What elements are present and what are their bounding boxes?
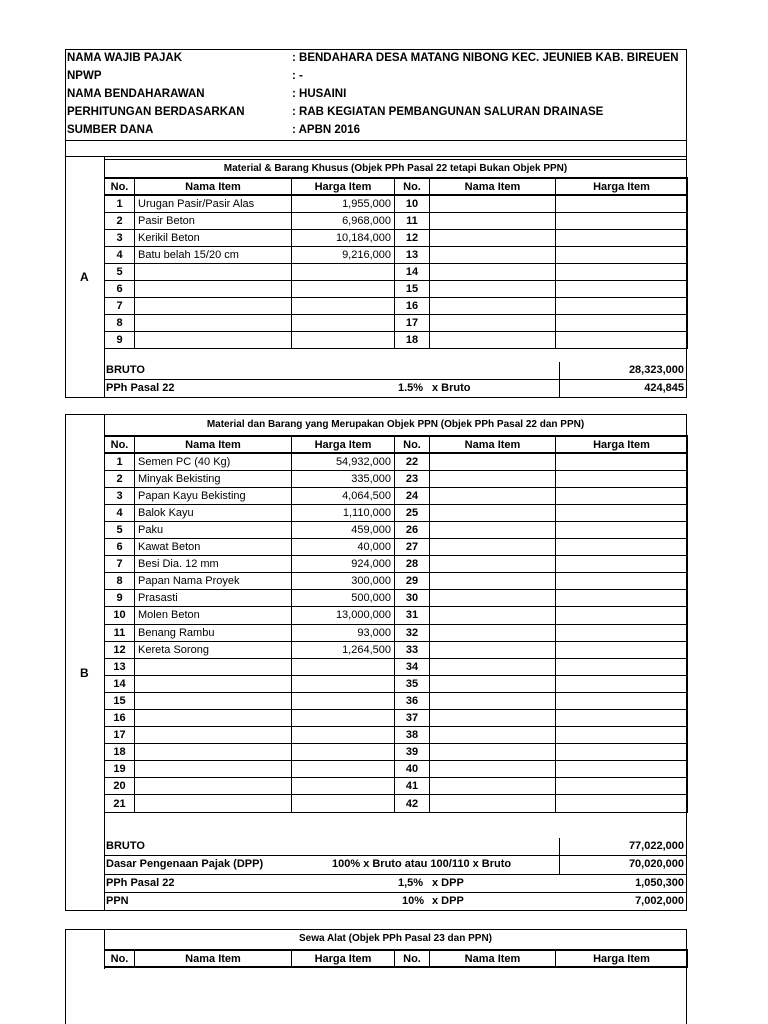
table-row (105, 539, 688, 556)
row-price (556, 692, 688, 709)
table-row (105, 212, 688, 229)
row-no: 28 (395, 556, 430, 573)
row-no: 21 (105, 795, 135, 812)
table-row (105, 692, 688, 709)
row-no: 11 (105, 624, 135, 641)
row-item (135, 675, 292, 692)
row-price (556, 263, 688, 280)
row-no: 7 (105, 298, 135, 315)
col-price-header: Harga Item (292, 178, 395, 195)
header-value: : HUSAINI (292, 88, 347, 100)
row-no: 2 (105, 470, 135, 487)
table-row (105, 761, 688, 778)
table-row (105, 195, 688, 212)
row-no: 42 (395, 795, 430, 812)
row-price (292, 727, 395, 744)
row-price (556, 539, 688, 556)
row-price: 4,064,500 (292, 487, 395, 504)
table-row (105, 487, 688, 504)
row-no: 5 (105, 263, 135, 280)
row-price (556, 710, 688, 727)
row-item (430, 761, 556, 778)
row-no: 16 (105, 710, 135, 727)
col-price-header: Harga Item (292, 950, 395, 967)
row-price (556, 607, 688, 624)
section-a-pph-rate: 1.5% (398, 382, 424, 394)
row-no: 5 (105, 521, 135, 538)
row-item: Balok Kayu (135, 504, 292, 521)
table-header-row (105, 950, 688, 967)
section-b-title: Material dan Barang yang Merupakan Objek PPN (Objek PPh Pasal 22 dan PPN) (206, 419, 585, 430)
row-price (292, 263, 395, 280)
row-price: 10,184,000 (292, 229, 395, 246)
header-label: NPWP (67, 70, 102, 82)
row-price (292, 675, 395, 692)
header-value: : BENDAHARA DESA MATANG NIBONG KEC. JEUNIEB KAB. BIREUEN (292, 52, 679, 64)
row-item (430, 453, 556, 470)
row-no: 18 (105, 744, 135, 761)
row-item (430, 727, 556, 744)
row-price (292, 315, 395, 332)
row-item (135, 315, 292, 332)
row-no: 8 (105, 573, 135, 590)
row-no: 12 (105, 641, 135, 658)
col-item-header: Nama Item (135, 950, 292, 967)
col-no-header: No. (395, 950, 430, 967)
table-row (105, 453, 688, 470)
row-item: Semen PC (40 Kg) (135, 453, 292, 470)
row-no: 18 (395, 332, 430, 349)
col-price-header: Harga Item (556, 178, 688, 195)
row-no: 33 (395, 641, 430, 658)
table-row (105, 332, 688, 349)
row-item (135, 332, 292, 349)
row-price (556, 453, 688, 470)
row-no: 14 (395, 263, 430, 280)
row-item (430, 298, 556, 315)
row-item (430, 263, 556, 280)
header-label: NAMA WAJIB PAJAK (67, 52, 183, 64)
section-b-table (104, 435, 688, 813)
section-b-dpp-label: Dasar Pengenaan Pajak (DPP) (106, 858, 264, 870)
row-item (430, 315, 556, 332)
row-no: 12 (395, 229, 430, 246)
table-row (105, 641, 688, 658)
row-price (556, 761, 688, 778)
row-item (430, 504, 556, 521)
header-value: : - (292, 70, 303, 82)
row-no: 39 (395, 744, 430, 761)
row-price (556, 658, 688, 675)
section-c-title: Sewa Alat (Objek PPh Pasal 23 dan PPN) (298, 933, 493, 944)
row-item (135, 727, 292, 744)
row-price (292, 744, 395, 761)
row-no: 37 (395, 710, 430, 727)
section-b-pph-line (104, 892, 687, 893)
row-item: Molen Beton (135, 607, 292, 624)
section-a-total-divider (559, 362, 560, 398)
row-item (135, 795, 292, 812)
row-price (556, 212, 688, 229)
row-item: Benang Rambu (135, 624, 292, 641)
col-item-header: Nama Item (430, 436, 556, 453)
row-price (556, 298, 688, 315)
row-price: 6,968,000 (292, 212, 395, 229)
row-price (292, 710, 395, 727)
row-price (556, 590, 688, 607)
row-item: Kereta Sorong (135, 641, 292, 658)
row-no: 20 (105, 778, 135, 795)
row-no: 29 (395, 573, 430, 590)
row-price (556, 573, 688, 590)
table-row (105, 710, 688, 727)
row-item (430, 795, 556, 812)
section-b-ppn-label: PPN (106, 895, 129, 907)
row-item (430, 590, 556, 607)
row-item (135, 744, 292, 761)
row-price: 335,000 (292, 470, 395, 487)
row-no: 4 (105, 504, 135, 521)
row-item: Kerikil Beton (135, 229, 292, 246)
section-b-pph-basis: x DPP (432, 877, 464, 889)
row-no: 17 (105, 727, 135, 744)
row-no: 10 (395, 195, 430, 212)
section-a-table (104, 177, 688, 349)
row-item (430, 778, 556, 795)
row-price (556, 727, 688, 744)
row-price (556, 470, 688, 487)
row-item: Papan Kayu Bekisting (135, 487, 292, 504)
row-price (556, 641, 688, 658)
row-no: 15 (105, 692, 135, 709)
row-no: 38 (395, 727, 430, 744)
row-price (556, 332, 688, 349)
row-no: 9 (105, 332, 135, 349)
col-price-header: Harga Item (556, 950, 688, 967)
section-b-pph-value: 1,050,300 (635, 877, 684, 889)
row-price (292, 761, 395, 778)
section-a-title: Material & Barang Khusus (Objek PPh Pasal 22 tetapi Bukan Objek PPN) (104, 159, 687, 177)
row-price: 40,000 (292, 539, 395, 556)
table-row (105, 298, 688, 315)
row-price (556, 246, 688, 263)
row-item (430, 573, 556, 590)
row-no: 19 (105, 761, 135, 778)
header-value: : RAB KEGIATAN PEMBANGUNAN SALURAN DRAINASE (292, 106, 604, 118)
table-row (105, 504, 688, 521)
row-item: Urugan Pasir/Pasir Alas (135, 195, 292, 212)
row-price: 1,264,500 (292, 641, 395, 658)
header-label: NAMA BENDAHARAWAN (67, 88, 205, 100)
row-no: 23 (395, 470, 430, 487)
col-no-header: No. (105, 950, 135, 967)
row-item (430, 641, 556, 658)
table-row (105, 590, 688, 607)
header-label: SUMBER DANA (67, 124, 154, 136)
row-item (135, 658, 292, 675)
row-price: 13,000,000 (292, 607, 395, 624)
col-price-header: Harga Item (292, 436, 395, 453)
row-no: 1 (105, 195, 135, 212)
row-no: 13 (395, 246, 430, 263)
row-no: 17 (395, 315, 430, 332)
row-price (556, 795, 688, 812)
table-row (105, 263, 688, 280)
row-no: 35 (395, 675, 430, 692)
row-no: 22 (395, 453, 430, 470)
row-price: 1,955,000 (292, 195, 395, 212)
row-no: 27 (395, 539, 430, 556)
row-price (556, 195, 688, 212)
row-item (430, 229, 556, 246)
section-b-ppn-value: 7,002,000 (635, 895, 684, 907)
row-price: 1,110,000 (292, 504, 395, 521)
row-item (430, 658, 556, 675)
row-no: 9 (105, 590, 135, 607)
row-no: 3 (105, 229, 135, 246)
col-item-header: Nama Item (430, 178, 556, 195)
row-price (292, 281, 395, 298)
section-b-letter: B (80, 666, 89, 680)
section-a-pph-basis: x Bruto (432, 382, 471, 394)
row-no: 13 (105, 658, 135, 675)
section-b-dpp-formula: 100% x Bruto atau 100/110 x Bruto (332, 858, 512, 870)
row-item: Besi Dia. 12 mm (135, 556, 292, 573)
row-no: 36 (395, 692, 430, 709)
col-item-header: Nama Item (430, 950, 556, 967)
row-item (430, 624, 556, 641)
row-price (556, 744, 688, 761)
table-row (105, 658, 688, 675)
row-price: 93,000 (292, 624, 395, 641)
row-item: Pasir Beton (135, 212, 292, 229)
table-row (105, 470, 688, 487)
row-no: 8 (105, 315, 135, 332)
table-row (105, 607, 688, 624)
row-item (135, 710, 292, 727)
row-item (430, 470, 556, 487)
row-price (292, 298, 395, 315)
table-row (105, 556, 688, 573)
section-b-ppn-rate: 10% (402, 895, 425, 907)
row-item (430, 675, 556, 692)
row-no: 40 (395, 761, 430, 778)
row-price (292, 795, 395, 812)
row-price (556, 315, 688, 332)
row-item (135, 298, 292, 315)
row-no: 14 (105, 675, 135, 692)
table-row (105, 795, 688, 812)
section-b-pph-rate: 1,5% (398, 877, 424, 889)
row-item: Batu belah 15/20 cm (135, 246, 292, 263)
row-no: 34 (395, 658, 430, 675)
row-no: 3 (105, 487, 135, 504)
row-no: 32 (395, 624, 430, 641)
col-no-header: No. (105, 178, 135, 195)
row-price (556, 229, 688, 246)
table-row (105, 281, 688, 298)
section-a-bottom (65, 397, 687, 398)
row-price (556, 521, 688, 538)
row-price (556, 281, 688, 298)
row-no: 11 (395, 212, 430, 229)
table-header-row (105, 436, 688, 453)
table-row (105, 778, 688, 795)
section-b-dpp-line (104, 874, 687, 875)
section-a-letter: A (80, 270, 89, 284)
row-no: 31 (395, 607, 430, 624)
row-price (556, 675, 688, 692)
row-item (430, 539, 556, 556)
row-item: Prasasti (135, 590, 292, 607)
table-row (105, 521, 688, 538)
row-item (430, 710, 556, 727)
row-item (430, 521, 556, 538)
row-price (556, 624, 688, 641)
col-no-header: No. (395, 178, 430, 195)
row-price: 459,000 (292, 521, 395, 538)
col-price-header: Harga Item (556, 436, 688, 453)
section-a-pph-value: 424,845 (644, 382, 684, 394)
table-row (105, 229, 688, 246)
section-b-pph-label: PPh Pasal 22 (106, 877, 175, 889)
row-no: 2 (105, 212, 135, 229)
row-price (556, 556, 688, 573)
row-item (430, 281, 556, 298)
row-no: 1 (105, 453, 135, 470)
row-price (292, 332, 395, 349)
section-a-bruto-line (104, 379, 687, 380)
row-item (430, 195, 556, 212)
section-b-bruto-line (104, 855, 687, 856)
row-item: Kawat Beton (135, 539, 292, 556)
col-item-header: Nama Item (135, 178, 292, 195)
row-no: 24 (395, 487, 430, 504)
section-a-bruto-value: 28,323,000 (628, 364, 684, 376)
row-price: 924,000 (292, 556, 395, 573)
row-price (556, 504, 688, 521)
row-no: 10 (105, 607, 135, 624)
row-item (135, 761, 292, 778)
section-a-pph-label: PPh Pasal 22 (106, 382, 175, 394)
row-item (430, 212, 556, 229)
table-row (105, 246, 688, 263)
col-no-header: No. (395, 436, 430, 453)
row-no: 30 (395, 590, 430, 607)
row-price (292, 658, 395, 675)
row-no: 25 (395, 504, 430, 521)
row-price (292, 778, 395, 795)
row-item (135, 281, 292, 298)
table-row (105, 315, 688, 332)
header-value: : APBN 2016 (292, 124, 360, 136)
row-item (430, 332, 556, 349)
row-no: 15 (395, 281, 430, 298)
row-no: 41 (395, 778, 430, 795)
section-a-bruto-label: BRUTO (106, 364, 145, 376)
row-no: 26 (395, 521, 430, 538)
row-item: Paku (135, 521, 292, 538)
col-no-header: No. (105, 436, 135, 453)
section-b-total-divider (559, 838, 560, 874)
row-item (430, 692, 556, 709)
row-price: 500,000 (292, 590, 395, 607)
row-no: 6 (105, 281, 135, 298)
row-item (430, 744, 556, 761)
row-item: Minyak Bekisting (135, 470, 292, 487)
row-price (556, 487, 688, 504)
col-item-header: Nama Item (135, 436, 292, 453)
header-divider (65, 140, 687, 141)
row-item: Papan Nama Proyek (135, 573, 292, 590)
row-item (135, 692, 292, 709)
table-row (105, 675, 688, 692)
row-price: 300,000 (292, 573, 395, 590)
row-item (430, 607, 556, 624)
table-row (105, 573, 688, 590)
row-no: 7 (105, 556, 135, 573)
section-b-bruto-label: BRUTO (106, 840, 145, 852)
section-b-ppn-basis: x DPP (432, 895, 464, 907)
row-no: 16 (395, 298, 430, 315)
header-label: PERHITUNGAN BERDASARKAN (67, 106, 245, 118)
row-item (430, 246, 556, 263)
row-price: 54,932,000 (292, 453, 395, 470)
table-row (105, 624, 688, 641)
table-row (105, 727, 688, 744)
table-row (105, 744, 688, 761)
row-item (430, 556, 556, 573)
table-header-row (105, 178, 688, 195)
row-price (292, 692, 395, 709)
row-item (430, 487, 556, 504)
row-price (556, 778, 688, 795)
row-no: 6 (105, 539, 135, 556)
row-item (135, 263, 292, 280)
row-no: 4 (105, 246, 135, 263)
section-b-bruto-value: 77,022,000 (628, 840, 684, 852)
row-price: 9,216,000 (292, 246, 395, 263)
section-c-table (104, 949, 688, 968)
section-b-dpp-value: 70,020,000 (628, 858, 684, 870)
row-item (135, 778, 292, 795)
